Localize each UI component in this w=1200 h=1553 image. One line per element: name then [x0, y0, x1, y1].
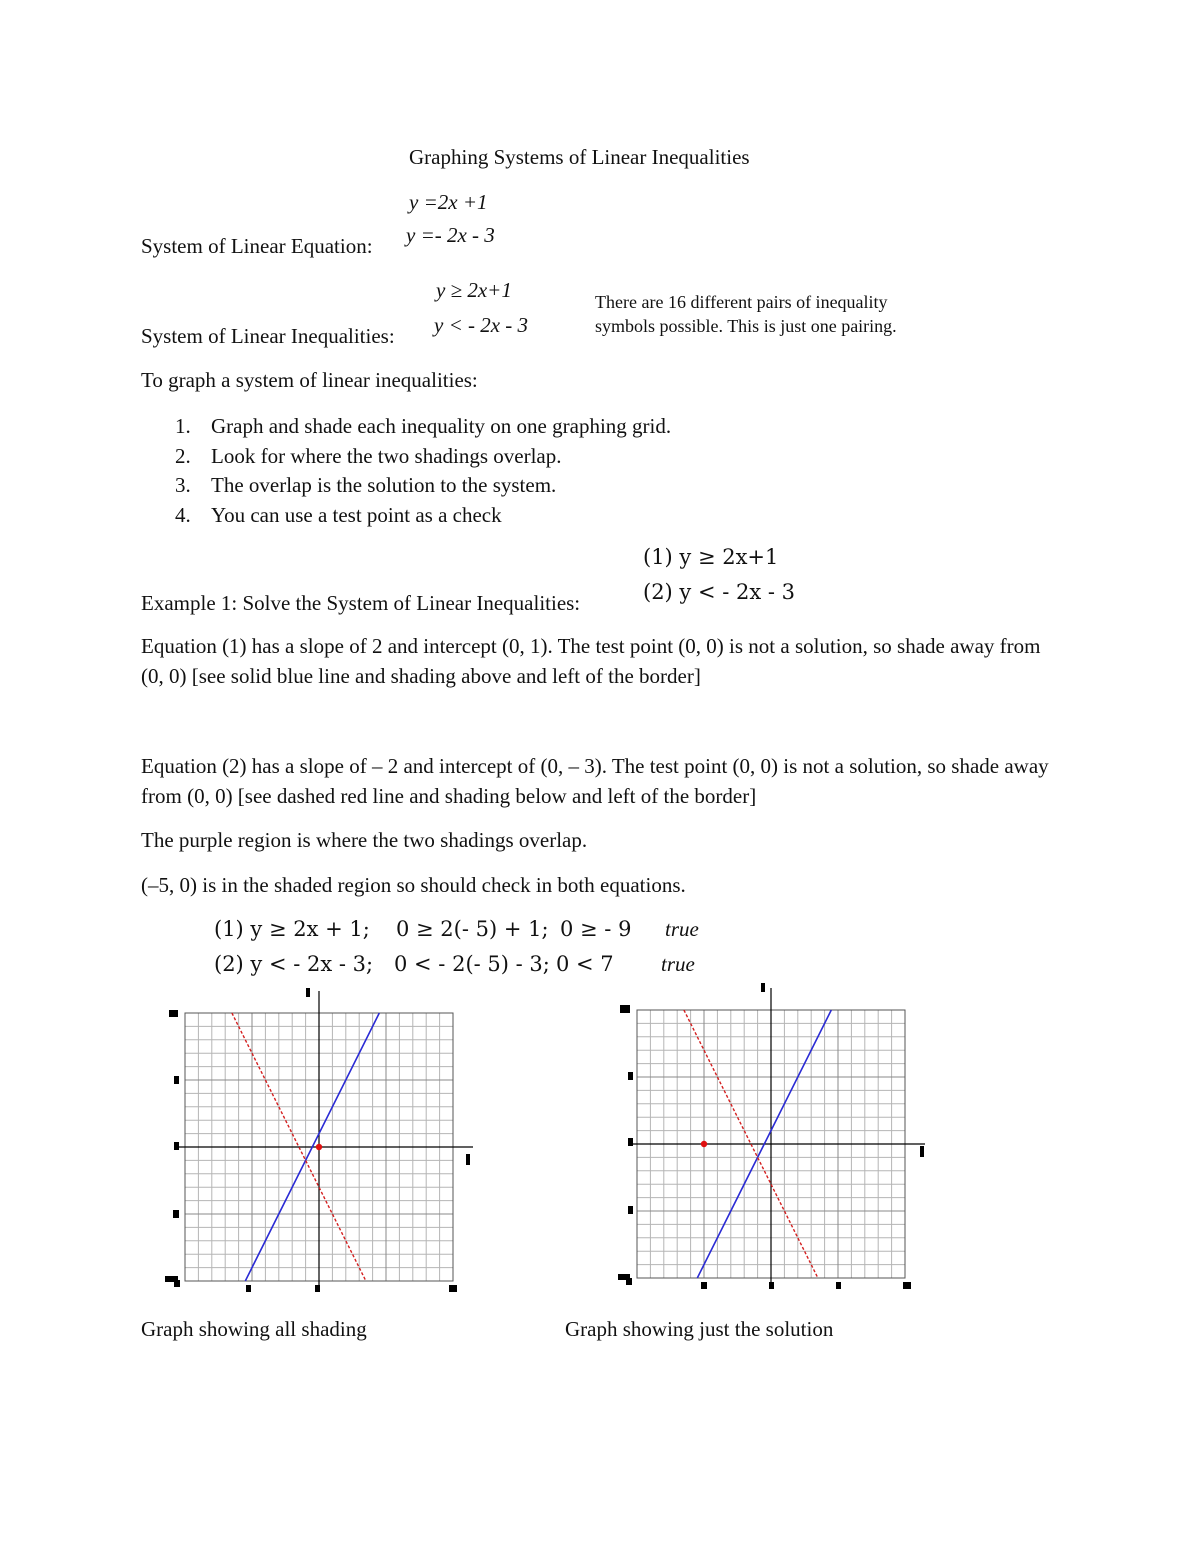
paragraph-overlap: The purple region is where the two shadings overlap. [141, 828, 588, 852]
tick-mark [315, 1285, 320, 1292]
example-inequality-1: (1) y ≥ 2x+1 [643, 545, 779, 569]
tick-mark [173, 1210, 179, 1218]
tick-mark [628, 1072, 633, 1080]
step-number: 1. [175, 414, 191, 438]
caption-right: Graph showing just the solution [565, 1317, 834, 1341]
graph-solution [612, 980, 932, 1295]
tick-mark [174, 1076, 179, 1084]
tick-mark [701, 1282, 707, 1289]
page-title: Graphing Systems of Linear Inequalities [409, 145, 750, 169]
tick-mark [174, 1280, 180, 1287]
paragraph-test-point: (–5, 0) is in the shaded region so should check in both equations. [141, 873, 686, 897]
caption-left: Graph showing all shading [141, 1317, 367, 1341]
step-item [175, 471, 671, 501]
check-row1-inequality: (1) y ≥ 2x + 1; [214, 917, 370, 941]
check-row1-result: 0 ≥ - 9 [560, 917, 632, 941]
equation-1: y =2x +1 [409, 190, 488, 214]
step-text: Graph and shade each inequality on one graphing grid. [211, 414, 672, 438]
tick-mark [306, 988, 310, 997]
note-line-1: There are 16 different pairs of inequality [595, 292, 888, 312]
system-inequalities-label: System of Linear Inequalities: [141, 324, 395, 348]
note-line-2: symbols possible. This is just one pairing. [595, 316, 897, 336]
step-text: The overlap is the solution to the system. [211, 473, 557, 497]
inequality-2: y < - 2x - 3 [434, 313, 529, 337]
inequality-1: y ≥ 2x+1 [436, 278, 512, 302]
paragraph-equation-2: Equation (2) has a slope of – 2 and intercept of (0, – 3). The test point (0, 0) is not a solution, so shade away from (0, 0) [see dashed red line and shading below and left of the border] [141, 754, 1049, 808]
check-row2-substitution: 0 < - 2(- 5) - 3; [394, 952, 550, 976]
tick-mark [169, 1010, 178, 1017]
step-number: 3. [175, 473, 191, 497]
step-number: 4. [175, 502, 191, 527]
tick-mark [626, 1278, 632, 1285]
paragraph-equation-1: Equation (1) has a slope of 2 and intercept (0, 1). The test point (0, 0) is not a solution, so shade away from (0, 0) [see solid blue line and shading above and left of the border] [141, 634, 1041, 688]
check-row1-verdict: true [665, 917, 699, 941]
system-equations-label: System of Linear Equation: [141, 234, 373, 258]
check-row1-substitution: 0 ≥ 2(- 5) + 1; [396, 917, 549, 941]
tick-mark [920, 1146, 924, 1157]
tick-mark [836, 1282, 841, 1289]
tick-mark [466, 1154, 470, 1165]
graph-all-shading [160, 980, 480, 1295]
tick-mark [628, 1206, 633, 1214]
step-item [175, 501, 671, 531]
step-text: Look for where the two shadings overlap. [211, 443, 562, 468]
step-text: You can use a test point as a check [211, 502, 502, 527]
tick-mark [761, 983, 765, 992]
tick-mark [449, 1285, 457, 1292]
tick-mark [903, 1282, 911, 1289]
step-number: 2. [175, 443, 191, 468]
step-item [175, 442, 671, 472]
tick-mark [246, 1285, 251, 1292]
check-row2-result: 0 < 7 [556, 952, 614, 976]
example-label: Example 1: Solve the System of Linear Inequalities: [141, 591, 581, 615]
tick-mark [620, 1005, 630, 1013]
steps-list [175, 412, 671, 530]
tick-mark [769, 1282, 774, 1289]
steps-intro: To graph a system of linear inequalities: [141, 368, 478, 392]
test-point [701, 1141, 707, 1147]
tick-mark [174, 1142, 179, 1150]
check-row2-inequality: (2) y < - 2x - 3; [214, 952, 374, 976]
test-point [316, 1144, 322, 1150]
equation-2: y =- 2x - 3 [406, 223, 495, 247]
check-row2-verdict: true [661, 952, 695, 976]
example-inequality-2: (2) y < - 2x - 3 [643, 580, 796, 604]
tick-mark [628, 1138, 633, 1146]
step-item [175, 412, 671, 442]
